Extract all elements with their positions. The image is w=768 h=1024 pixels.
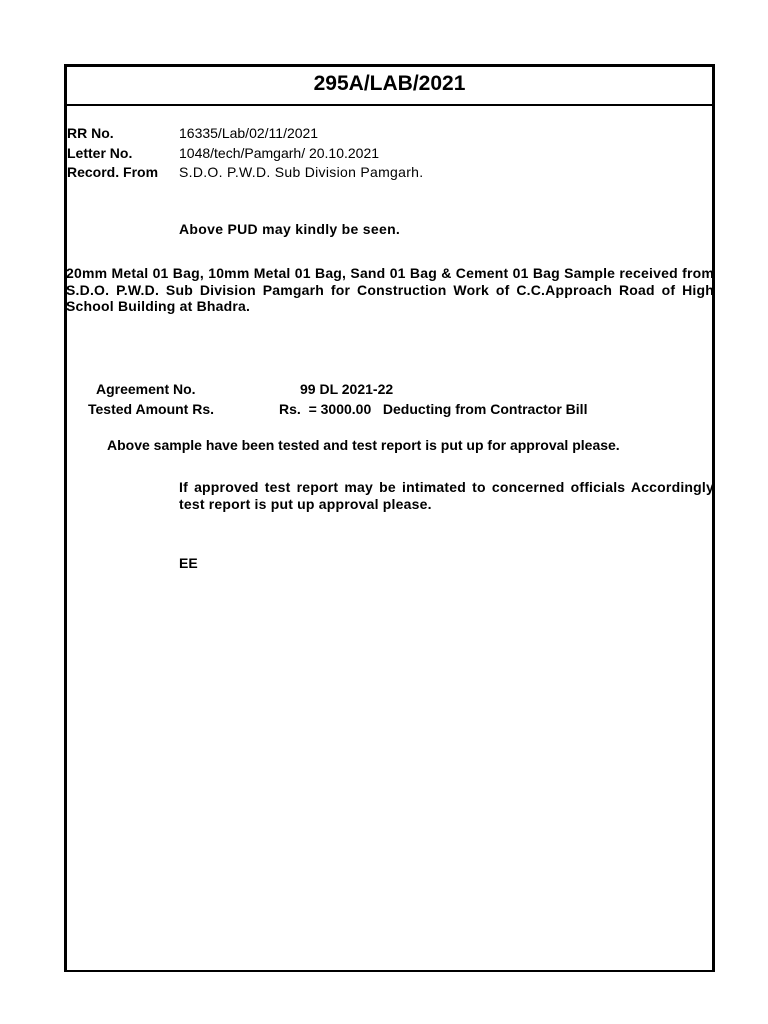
sample-description: 20mm Metal 01 Bag, 10mm Metal 01 Bag, Sand 01 Bag & Cement 01 Bag Sample received from S.D.O. P.W.D. Sub Division Pamgarh for Construction Work of C.C.Approach Road of High School Building at Bhadra. <box>66 265 714 314</box>
agreement-label: Agreement No. <box>96 381 196 397</box>
record-from-value: S.D.O. P.W.D. Sub Division Pamgarh. <box>179 164 424 180</box>
document-title: 295A/LAB/2021 <box>64 64 715 106</box>
approval-paragraph: If approved test report may be intimated to concerned officials Accordingly test report is put up approval please. <box>179 479 714 512</box>
letter-no-label: Letter No. <box>67 145 133 161</box>
record-from-label: Record. From <box>67 164 159 180</box>
sample-tested-note: Above sample have been tested and test report is put up for approval please. <box>107 437 620 453</box>
signatory: EE <box>179 555 198 571</box>
rr-no-value: 16335/Lab/02/11/2021 <box>179 125 319 141</box>
document-frame <box>64 64 715 972</box>
tested-amount-value: Rs. = 3000.00 Deducting from Contractor Bill <box>279 401 588 417</box>
pud-note: Above PUD may kindly be seen. <box>179 221 401 237</box>
agreement-value: 99 DL 2021-22 <box>300 381 394 397</box>
rr-no-label: RR No. <box>67 125 114 141</box>
tested-amount-label: Tested Amount Rs. <box>88 401 215 417</box>
letter-no-value: 1048/tech/Pamgarh/ 20.10.2021 <box>179 145 380 161</box>
